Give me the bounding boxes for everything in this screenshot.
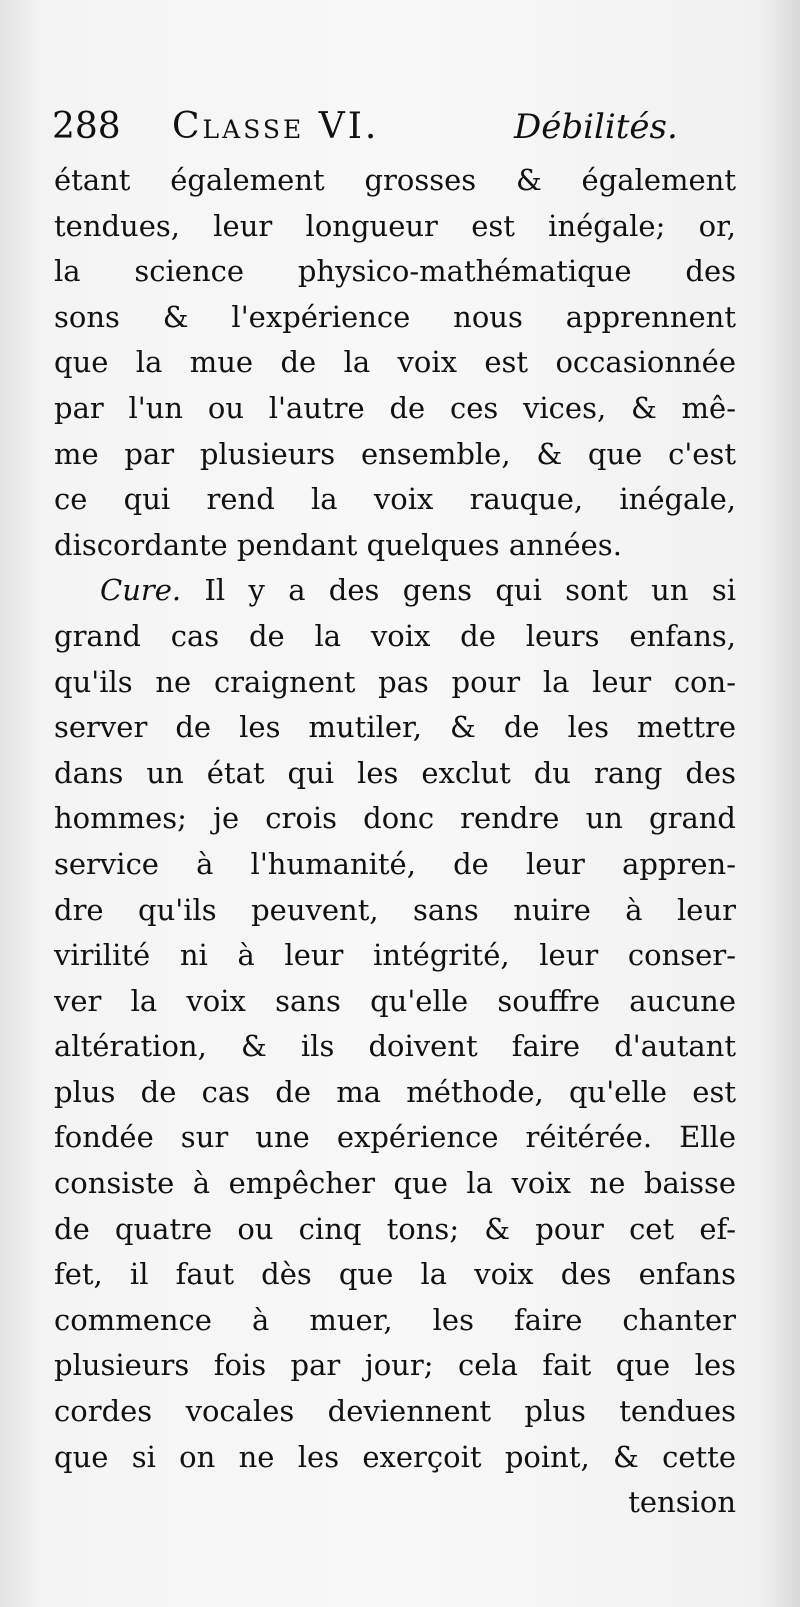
text-line: la science physico-mathématique des bbox=[54, 254, 736, 289]
text-line: ver la voix sans qu'elle souffre aucune bbox=[54, 983, 736, 1018]
text-line: dre qu'ils peuvent, sans nuire à leur bbox=[54, 892, 736, 927]
text-line: que la mue de la voix est occasionnée bbox=[54, 345, 736, 380]
paragraph-start-line bbox=[54, 568, 736, 614]
text-line: fondée sur une expérience réitérée. Elle bbox=[54, 1120, 736, 1155]
text-line: que si on ne les exerçoit point, & cette bbox=[54, 1439, 736, 1474]
text-line: service à l'humanité, de leur appren- bbox=[54, 846, 736, 881]
text-line: hommes; je crois donc rendre un grand bbox=[54, 801, 736, 836]
text-line: commence à muer, les faire chanter bbox=[54, 1302, 736, 1337]
cure-label: Cure. bbox=[100, 573, 182, 608]
text-line: plus de cas de ma méthode, qu'elle est bbox=[54, 1074, 736, 1109]
text-line: discordante pendant quelques années. bbox=[54, 527, 622, 562]
text-line: de quatre ou cinq tons; & pour cet ef- bbox=[54, 1211, 736, 1246]
text-line-fragment: Il y a des gens qui sont un si bbox=[204, 573, 736, 608]
text-line: étant également grosses & également bbox=[54, 163, 736, 197]
text-line: virilité ni à leur intégrité, leur conser- bbox=[54, 938, 736, 973]
text-line: dans un état qui les exclut du rang des bbox=[54, 755, 736, 790]
text-line: consiste à empêcher que la voix ne baisse bbox=[54, 1166, 736, 1201]
text-line: altération, & ils doivent faire d'autant bbox=[54, 1029, 736, 1064]
running-head-subtitle: Débilités. bbox=[514, 107, 678, 147]
body-text bbox=[54, 158, 736, 1526]
text-line: plusieurs fois par jour; cela fait que les bbox=[54, 1348, 736, 1383]
text-line: sons & l'expérience nous apprennent bbox=[54, 299, 736, 334]
text-line: par l'un ou l'autre de ces vices, & mê- bbox=[54, 390, 736, 425]
text-line: grand cas de la voix de leurs enfans, bbox=[54, 618, 736, 653]
text-line: cordes vocales deviennent plus tendues bbox=[54, 1394, 736, 1429]
catchword: tension bbox=[628, 1485, 736, 1520]
text-line: tendues, leur longueur est inégale; or, bbox=[54, 208, 736, 243]
page-number: 288 bbox=[52, 106, 121, 147]
running-head: Classe VI. bbox=[172, 106, 380, 147]
text-line: qu'ils ne craignent pas pour la leur con- bbox=[54, 664, 736, 699]
page-header bbox=[52, 98, 752, 156]
text-line: me par plusieurs ensemble, & que c'est bbox=[54, 436, 736, 471]
text-line: fet, il faut dès que la voix des enfans bbox=[54, 1257, 736, 1292]
text-line: ce qui rend la voix rauque, inégale, bbox=[54, 482, 736, 517]
text-line: server de les mutiler, & de les mettre bbox=[54, 710, 736, 745]
